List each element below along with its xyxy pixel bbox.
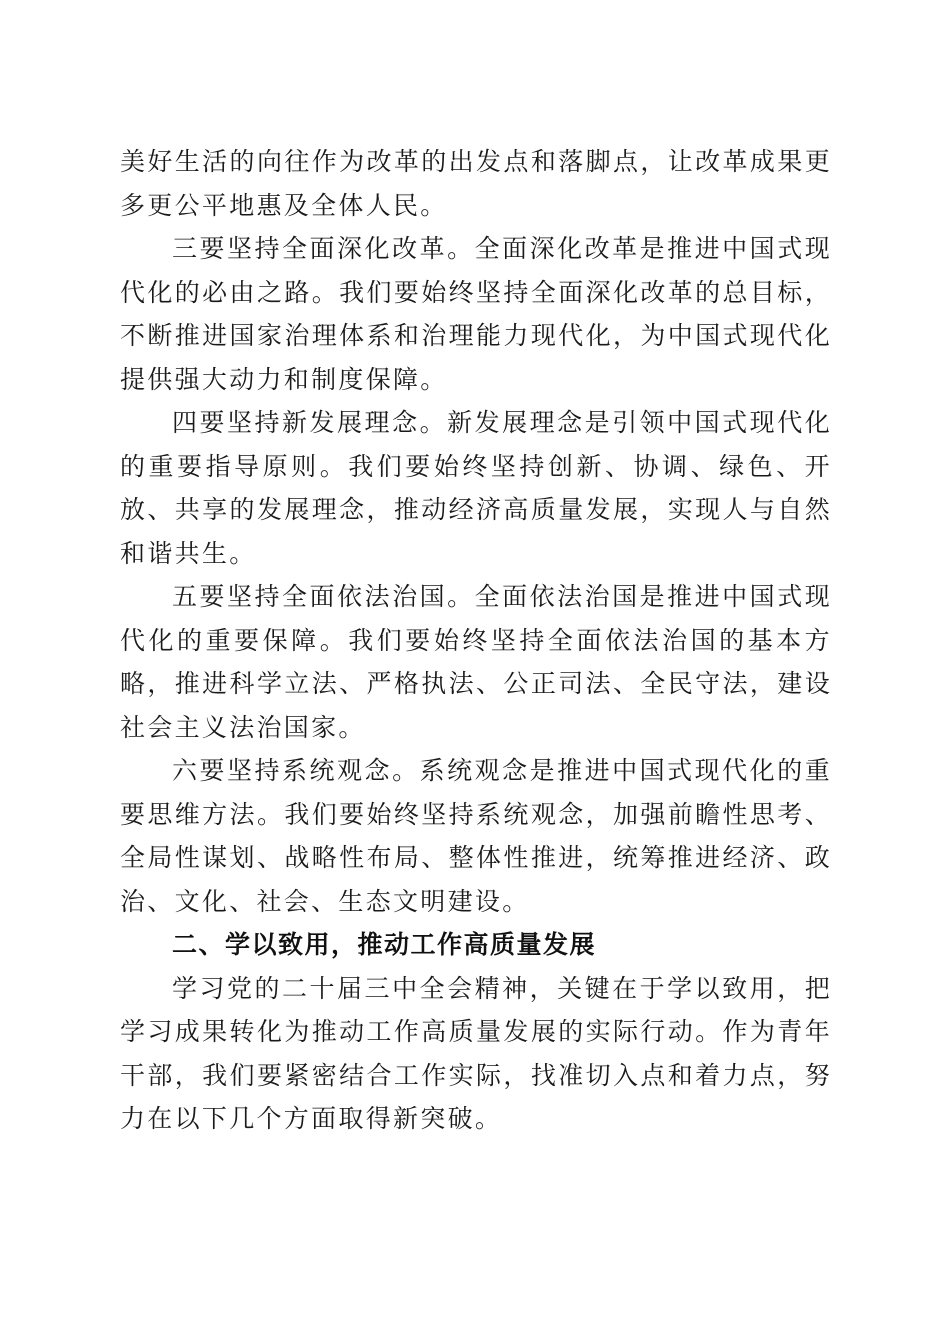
paragraph-systems-thinking: 六要坚持系统观念。系统观念是推进中国式现代化的重要思维方法。我们要始终坚持系统观念，加强前瞻性思考、全局性谋划、战略性布局、整体性推进，统筹推进经济、政治、文化、社会、生态文明建设。 <box>120 756 832 916</box>
paragraph-continuation: 美好生活的向往作为改革的出发点和落脚点，让改革成果更多更公平地惠及全体人民。 <box>120 147 832 220</box>
paragraph-new-development: 四要坚持新发展理念。新发展理念是引领中国式现代化的重要指导原则。我们要始终坚持创新、协调、绿色、开放、共享的发展理念，推动经济高质量发展，实现人与自然和谐共生。 <box>120 408 832 568</box>
paragraph-apply-learning: 学习党的二十届三中全会精神，关键在于学以致用，把学习成果转化为推动工作高质量发展的实际行动。作为青年干部，我们要紧密结合工作实际，找准切入点和着力点，努力在以下几个方面取得新突破。 <box>120 973 832 1133</box>
section-heading: 二、学以致用，推动工作高质量发展 <box>172 930 597 959</box>
paragraph-reform: 三要坚持全面深化改革。全面深化改革是推进中国式现代化的必由之路。我们要始终坚持全面深化改革的总目标，不断推进国家治理体系和治理能力现代化，为中国式现代化提供强大动力和制度保障。 <box>120 234 832 394</box>
paragraph-rule-of-law: 五要坚持全面依法治国。全面依法治国是推进中国式现代化的重要保障。我们要始终坚持全面依法治国的基本方略，推进科学立法、严格执法、公正司法、全民守法，建设社会主义法治国家。 <box>120 582 832 742</box>
document-body <box>120 140 832 1141</box>
